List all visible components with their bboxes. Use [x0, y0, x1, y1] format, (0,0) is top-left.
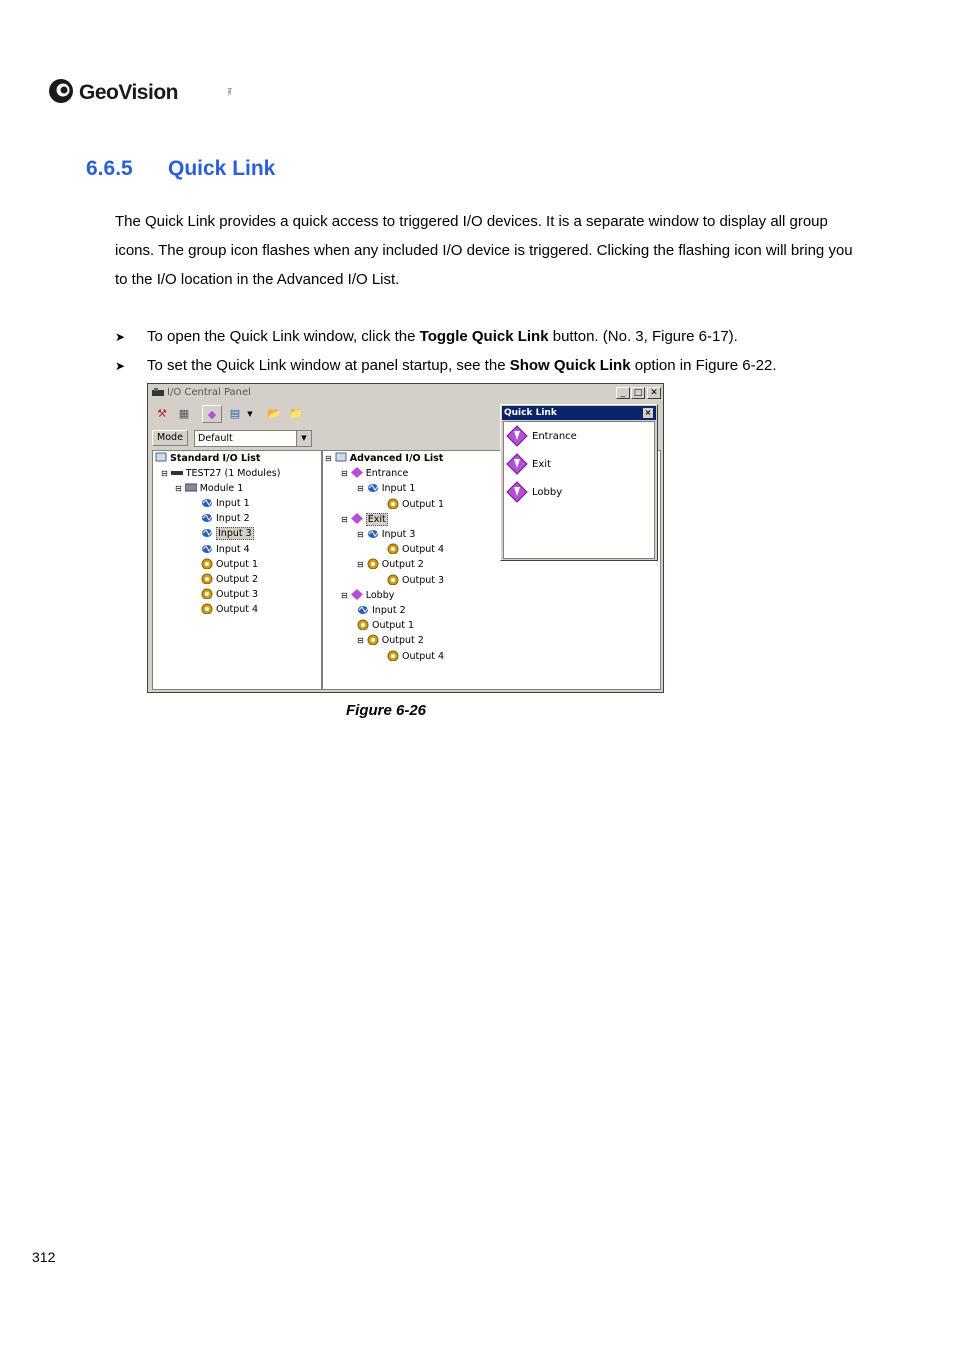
expand-icon[interactable]: ⊟ [357, 636, 364, 646]
expand-icon[interactable]: ⊟ [357, 484, 364, 494]
output-label: Output 1 [372, 620, 415, 632]
window-titlebar [149, 385, 662, 401]
output-label: Output 3 [402, 574, 445, 586]
output-node[interactable] [357, 558, 424, 571]
output-icon [201, 588, 213, 599]
output-node[interactable] [387, 498, 444, 511]
group-icon [506, 453, 528, 475]
page-number: 312 [32, 1249, 56, 1265]
output-label: Output 2 [216, 574, 259, 585]
input-icon [201, 527, 213, 538]
output-icon [201, 603, 213, 614]
list-root-icon [155, 452, 167, 463]
group-node[interactable] [341, 467, 408, 480]
output-node[interactable] [357, 634, 424, 647]
group-icon [506, 481, 528, 503]
expand-icon[interactable]: ⊟ [341, 514, 348, 524]
output-node[interactable] [201, 603, 258, 616]
output-label: Output 3 [216, 589, 259, 601]
input-label: Input 3 [381, 529, 416, 540]
output-icon [201, 558, 213, 569]
device-node[interactable]: ⊟ TEST27 (1 Modules) [161, 468, 281, 479]
output-label: Output 4 [402, 650, 445, 662]
root-label: Advanced I/O List [349, 453, 444, 464]
mode-select[interactable] [194, 430, 312, 447]
expand-icon[interactable]: ⊟ [341, 469, 348, 479]
output-icon [387, 650, 399, 661]
group-label: Entrance [365, 468, 409, 480]
folder-icon[interactable]: 📁 [289, 407, 303, 420]
toolbar [149, 402, 494, 426]
input-icon [201, 512, 213, 523]
bullet-text: button. (No. 3, Figure 6-17). [548, 328, 738, 345]
input-node[interactable] [201, 543, 250, 556]
output-icon [357, 619, 369, 630]
group-node[interactable] [341, 589, 394, 602]
expand-icon[interactable]: ⊟ [341, 590, 348, 600]
output-label: Output 4 [402, 544, 445, 556]
section-number: 6.6.5 [86, 157, 133, 180]
input-icon [201, 543, 213, 554]
input-label: Input 4 [216, 543, 250, 555]
toggle-quick-link-icon[interactable]: ◆ [202, 405, 222, 423]
module-node[interactable]: ⊟ Module 1 [175, 483, 244, 494]
quick-link-close-button[interactable]: × [644, 408, 652, 417]
input-icon [201, 497, 213, 508]
bullet-bold: Toggle Quick Link [419, 328, 549, 345]
group-icon [351, 467, 363, 478]
output-node[interactable] [387, 574, 444, 587]
input-node[interactable] [357, 528, 415, 541]
chevron-down-icon[interactable]: ▼ [296, 431, 311, 446]
group-icon [351, 589, 363, 600]
quick-link-item-entrance[interactable]: Entrance [506, 425, 577, 447]
output-icon [367, 558, 379, 569]
input-label: Input 1 [381, 483, 416, 495]
device-icon [171, 467, 183, 478]
bullet-text: option in Figure 6-22. [630, 357, 777, 374]
input-label: Input 1 [216, 498, 250, 509]
output-icon [387, 543, 399, 554]
input-node[interactable] [201, 527, 254, 540]
section-title: Quick Link [168, 157, 276, 180]
input-icon [357, 604, 369, 615]
output-icon [367, 634, 379, 645]
output-label: Output 4 [216, 604, 259, 616]
expand-icon[interactable]: ⊟ [325, 454, 332, 463]
mode-value: Default [198, 433, 233, 444]
quick-link-window [500, 404, 658, 561]
quick-link-item-lobby[interactable]: Lobby [506, 481, 562, 503]
input-icon [367, 482, 379, 493]
root-node[interactable] [325, 452, 443, 465]
open-folder-icon[interactable]: 📂 [267, 407, 281, 420]
module-icon [185, 482, 197, 493]
figure-caption: Figure 6-26 [346, 702, 427, 719]
list-view-icon[interactable]: ▤ [229, 407, 241, 420]
app-icon [152, 388, 164, 398]
output-icon [387, 574, 399, 585]
output-label: Output 1 [216, 558, 259, 570]
dropdown-arrow-icon[interactable]: ▼ [247, 410, 253, 418]
geovision-mark-icon [48, 78, 74, 104]
close-button[interactable]: ✕ [647, 387, 661, 399]
quick-link-body [503, 421, 655, 559]
intro-paragraph: The Quick Link provides a quick access to triggered I/O devices. It is a separate window to display all group icons. The group icon flashes when any included I/O device is triggered. Clicking the flashing icon will bring you to the I/O location in the Advanced I/O List. [115, 213, 853, 288]
output-node[interactable] [357, 619, 414, 632]
group-icon [506, 425, 528, 447]
quick-link-item-exit[interactable]: Exit [506, 453, 551, 475]
quick-link-title: Quick Link × [502, 406, 656, 420]
tools-icon[interactable]: ⚒ [157, 407, 167, 420]
section-heading [86, 157, 275, 181]
bullet-arrow-icon: ➤ [115, 330, 126, 344]
input-label: Input 2 [216, 513, 250, 525]
geovision-logo [48, 76, 232, 106]
mode-label: Mode [152, 430, 188, 446]
minimize-button[interactable]: _ [616, 387, 630, 399]
maximize-button[interactable]: □ [631, 387, 645, 399]
bullet-arrow-icon: ➤ [115, 359, 126, 373]
logo-small-text: Inc. [226, 88, 232, 97]
output-node[interactable] [201, 573, 258, 586]
expand-icon[interactable]: ⊟ [357, 560, 364, 570]
group-node[interactable] [341, 513, 388, 526]
output-node[interactable] [201, 558, 258, 571]
input-label: Input 3 [218, 528, 252, 540]
grid-icon[interactable]: ▦ [178, 407, 190, 420]
output-node[interactable] [387, 650, 444, 663]
group-label: Lobby [365, 589, 395, 601]
output-label: Output 2 [381, 635, 424, 647]
input-node[interactable] [201, 497, 250, 510]
output-icon [201, 573, 213, 584]
input-node[interactable] [357, 482, 415, 495]
input-icon [367, 528, 379, 539]
output-node[interactable] [201, 588, 258, 601]
input-label: Input 2 [372, 605, 406, 616]
input-node[interactable] [357, 604, 406, 617]
window-title: I/O Central Panel [167, 387, 251, 398]
group-icon [351, 513, 363, 524]
output-icon [387, 498, 399, 509]
bullet-bold: Show Quick Link [509, 357, 631, 374]
bullet-text: To open the Quick Link window, click the [147, 328, 420, 345]
io-central-panel-window [147, 383, 664, 693]
standard-io-list-pane[interactable] [152, 450, 322, 690]
bullet-text: To set the Quick Link window at panel startup, see the [147, 357, 510, 374]
figure-screenshot [147, 383, 664, 693]
standard-io-list-root[interactable]: Standard I/O List [155, 452, 260, 465]
input-node[interactable] [201, 512, 250, 525]
expand-icon[interactable]: ⊟ [357, 530, 364, 539]
output-label: Output 1 [402, 498, 445, 510]
list-root-icon [335, 452, 347, 463]
group-label: Exit [367, 513, 386, 525]
output-node[interactable] [387, 543, 444, 556]
logo-text: GeoVision [79, 81, 178, 104]
output-label: Output 2 [381, 559, 424, 571]
